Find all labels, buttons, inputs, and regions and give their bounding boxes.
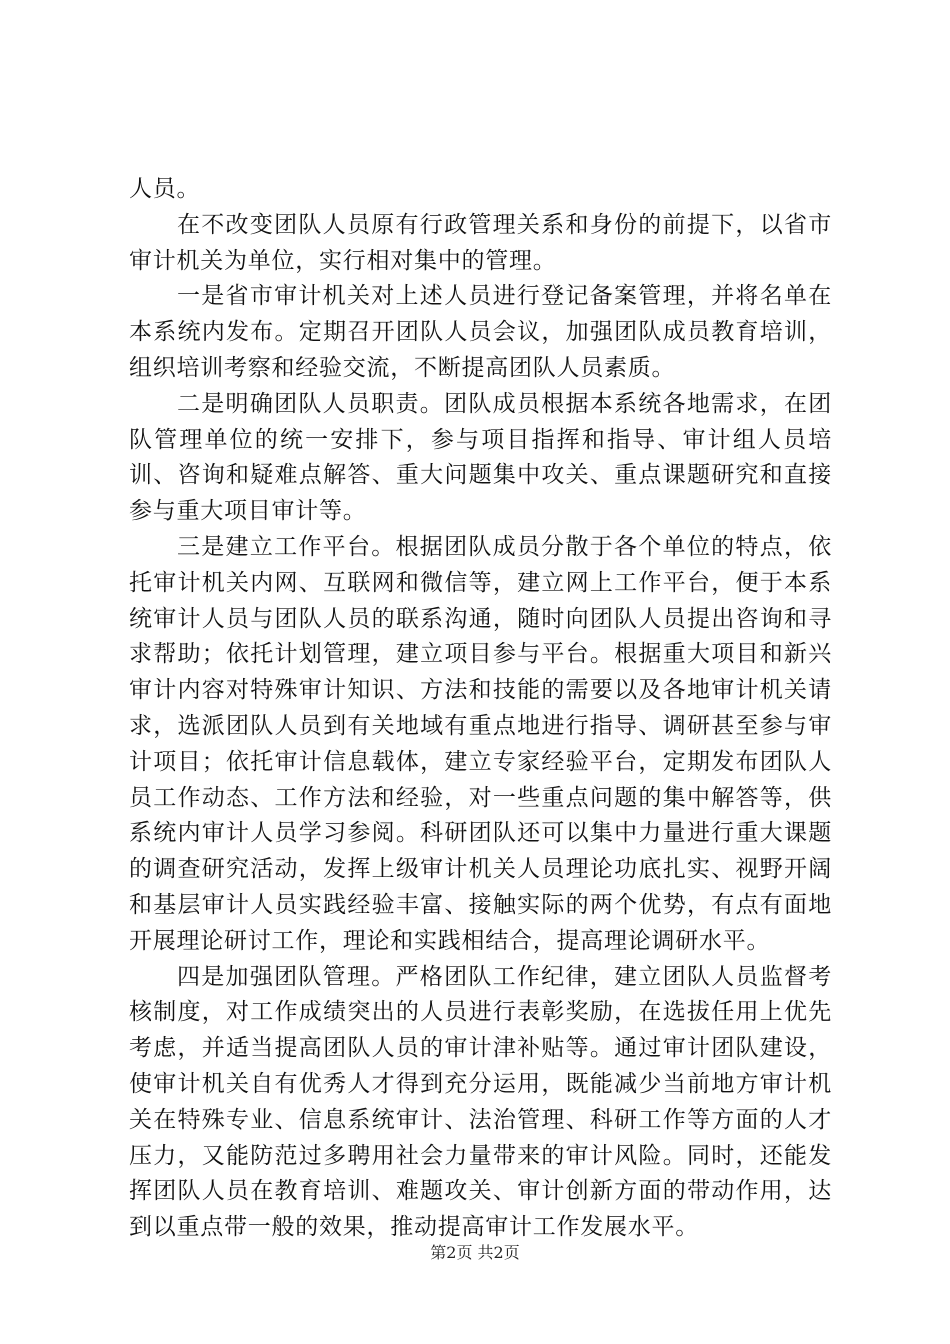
paragraph-point-four: 四是加强团队管理。严格团队工作纪律，建立团队人员监督考核制度，对工作成绩突出的人员进行表彰奖励，在选拔任用上优先考虑，并适当提高团队人员的审计津补贴等。通过审计团队建设，使审计机关自有优秀人才得到充分运用，既能减少当前地方审计机关在特殊专业、信息系统审计、法治管理、科研工作等方面的人才压力，又能防范过多聘用社会力量带来的审计风险。同时，还能发挥团队人员在教育培训、难题攻关、审计创新方面的带动作用，达到以重点带一般的效果，推动提高审计工作发展水平。 (129, 963, 832, 1241)
paragraph-point-two: 二是明确团队人员职责。团队成员根据本系统各地需求，在团队管理单位的统一安排下，参与项目指挥和指导、审计组人员培训、咨询和疑难点解答、重大问题集中攻关、重点课题研究和直接参与重大项目审计等。 (129, 390, 832, 525)
paragraph-point-one: 一是省市审计机关对上述人员进行登记备案管理，并将名单在本系统内发布。定期召开团队人员会议，加强团队成员教育培训，组织培训考察和经验交流，不断提高团队人员素质。 (129, 283, 832, 381)
document-body (129, 172, 832, 1246)
paragraph-continuation: 人员。 (129, 176, 201, 202)
paragraph-intro: 在不改变团队人员原有行政管理关系和身份的前提下，以省市审计机关为单位，实行相对集中的管理。 (129, 211, 832, 274)
page-number-footer: 第2页 共2页 (430, 1243, 520, 1262)
paragraph-point-three: 三是建立工作平台。根据团队成员分散于各个单位的特点，依托审计机关内网、互联网和微信等，建立网上工作平台，便于本系统审计人员与团队人员的联系沟通，随时向团队人员提出咨询和寻求帮助；依托计划管理，建立项目参与平台。根据重大项目和新兴审计内容对特殊审计知识、方法和技能的需要以及各地审计机关请求，选派团队人员到有关地域有重点地进行指导、调研甚至参与审计项目；依托审计信息载体，建立专家经验平台，定期发布团队人员工作动态、工作方法和经验，对一些重点问题的集中解答等，供系统内审计人员学习参阅。科研团队还可以集中力量进行重大课题的调查研究活动，发挥上级审计机关人员理论功底扎实、视野开阔和基层审计人员实践经验丰富、接触实际的两个优势，有点有面地开展理论研讨工作，理论和实践相结合，提高理论调研水平。 (129, 533, 832, 954)
